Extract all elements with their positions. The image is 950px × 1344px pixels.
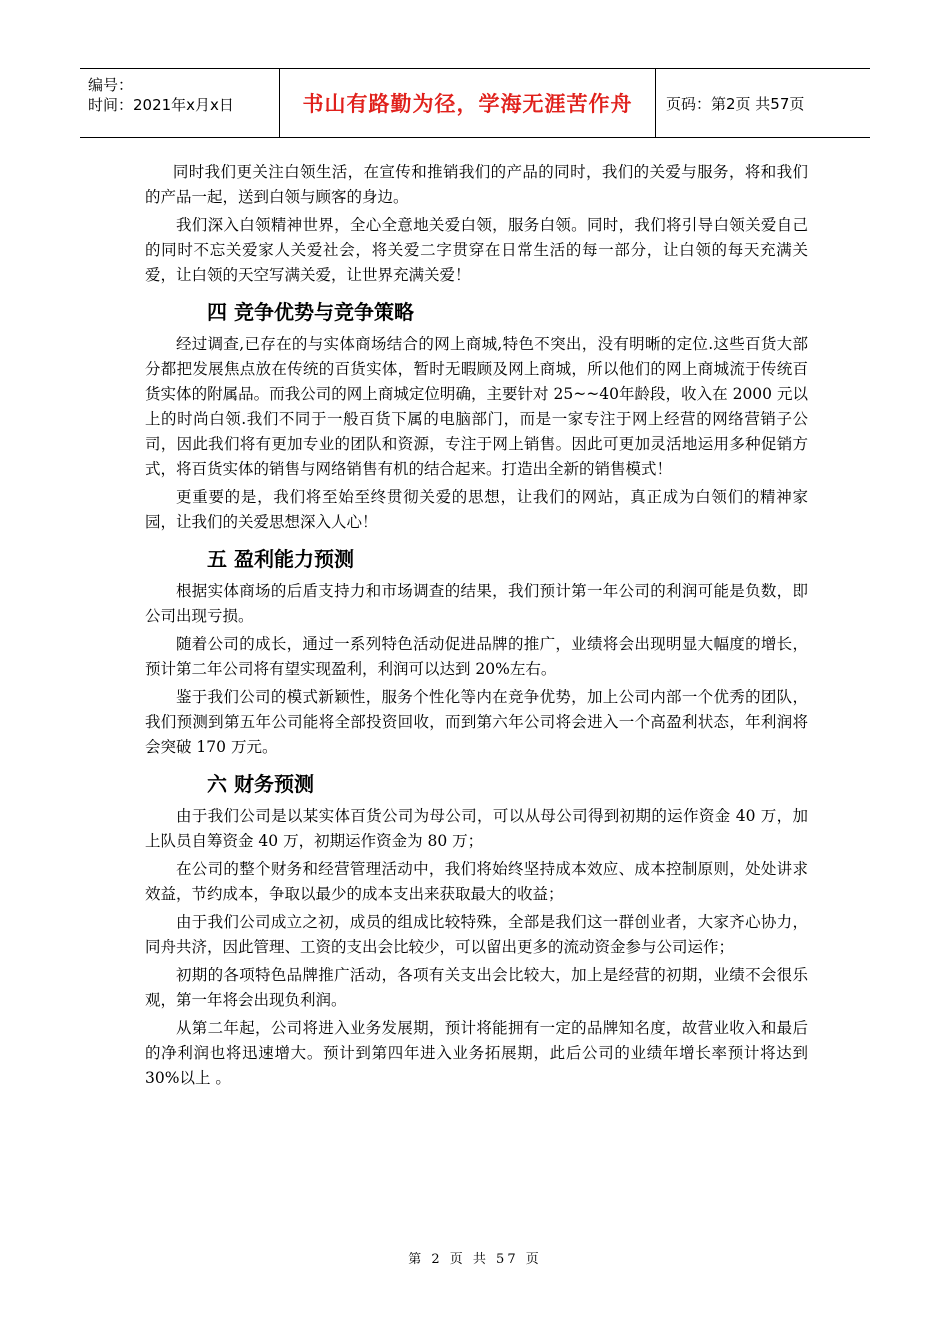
section-4-paragraph: 经过调查,已存在的与实体商场结合的网上商城,特色不突出，没有明晰的定位.这些百货大部分都把发展焦点放在传统的百货实体，暂时无暇顾及网上商城，所以他们的网上商城流于传统百货实体的附属品。而我公司的网上商城定位明确，主要针对 25~~40年龄段，收入在 2000 元以上的时尚白领.我们不同于一般百货下属的电脑部门，而是一家专注于网上经营的网络营销子公司，因此我们将有更加专业的团队和资源，专注于网上销售。因此可更加灵活地运用多种促销方式，将百货实体的销售与网络销售有机的结合起来。打造出全新的销售模式！ xyxy=(145,335,808,478)
section-6-heading: 六 财务预测 xyxy=(207,772,314,796)
motto-text: 书山有路勤为径，学海无涯苦作舟 xyxy=(302,92,633,116)
section-6-paragraph: 由于我们公司是以某实体百货公司为母公司，可以从母公司得到初期的运作资金 40 万，加上队员自筹资金 40 万，初期运作资金为 80 万； xyxy=(145,807,808,850)
document-header xyxy=(80,68,870,138)
section-6-paragraph: 初期的各项特色品牌推广活动，各项有关支出会比较大，加上是经营的初期，业绩不会很乐观，第一年将会出现负利润。 xyxy=(145,966,808,1009)
page-info: 页码：第2页 共57页 xyxy=(666,94,805,113)
header-page-cell xyxy=(656,69,870,137)
number-label: 编号： xyxy=(88,76,134,94)
page-footer: 第 2 页 共 57 页 xyxy=(408,1252,542,1267)
section-4-paragraph: 更重要的是，我们将至始至终贯彻关爱的思想，让我们的网站，真正成为白领们的精神家园，让我们的关爱思想深入人心！ xyxy=(145,488,808,531)
section-5-heading: 五 盈利能力预测 xyxy=(207,547,354,571)
section-6-paragraph: 由于我们公司成立之初，成员的组成比较特殊，全部是我们这一群创业者，大家齐心协力，同舟共济，因此管理、工资的支出会比较少，可以留出更多的流动资金参与公司运作； xyxy=(145,913,808,956)
header-meta-cell xyxy=(80,69,280,137)
document-body xyxy=(145,160,808,1091)
section-5-paragraph: 根据实体商场的后盾支持力和市场调查的结果，我们预计第一年公司的利润可能是负数，即公司出现亏损。 xyxy=(145,582,808,625)
date-label: 时间：2021年x月x日 xyxy=(88,96,234,114)
header-motto-cell xyxy=(280,69,656,137)
section-6-paragraph: 在公司的整个财务和经营管理活动中，我们将始终坚持成本效应、成本控制原则，处处讲求效益，节约成本，争取以最少的成本支出来获取最大的收益； xyxy=(145,860,808,903)
intro-paragraph: 我们深入白领精神世界，全心全意地关爱白领，服务白领。同时，我们将引导白领关爱自己的同时不忘关爱家人关爱社会，将关爱二字贯穿在日常生活的每一部分，让白领的每天充满关爱，让白领的天空写满关爱，让世界充满关爱！ xyxy=(145,216,808,284)
section-4-heading: 四 竞争优势与竞争策略 xyxy=(207,300,414,324)
section-6-paragraph: 从第二年起，公司将进入业务发展期，预计将能拥有一定的品牌知名度，故营业收入和最后的净利润也将迅速增大。预计到第四年进入业务拓展期，此后公司的业绩年增长率预计将达到 30%以上 。 xyxy=(145,1019,808,1087)
section-5-paragraph: 鉴于我们公司的模式新颖性，服务个性化等内在竞争优势，加上公司内部一个优秀的团队，我们预测到第五年公司能将全部投资回收，而到第六年公司将会进入一个高盈利状态，年利润将会突破 170 万元。 xyxy=(145,688,808,756)
intro-paragraph: 同时我们更关注白领生活，在宣传和推销我们的产品的同时，我们的关爱与服务，将和我们的产品一起，送到白领与顾客的身边。 xyxy=(145,163,808,206)
section-5-paragraph: 随着公司的成长，通过一系列特色活动促进品牌的推广，业绩将会出现明显大幅度的增长，预计第二年公司将有望实现盈利，利润可以达到 20%左右。 xyxy=(145,635,808,678)
